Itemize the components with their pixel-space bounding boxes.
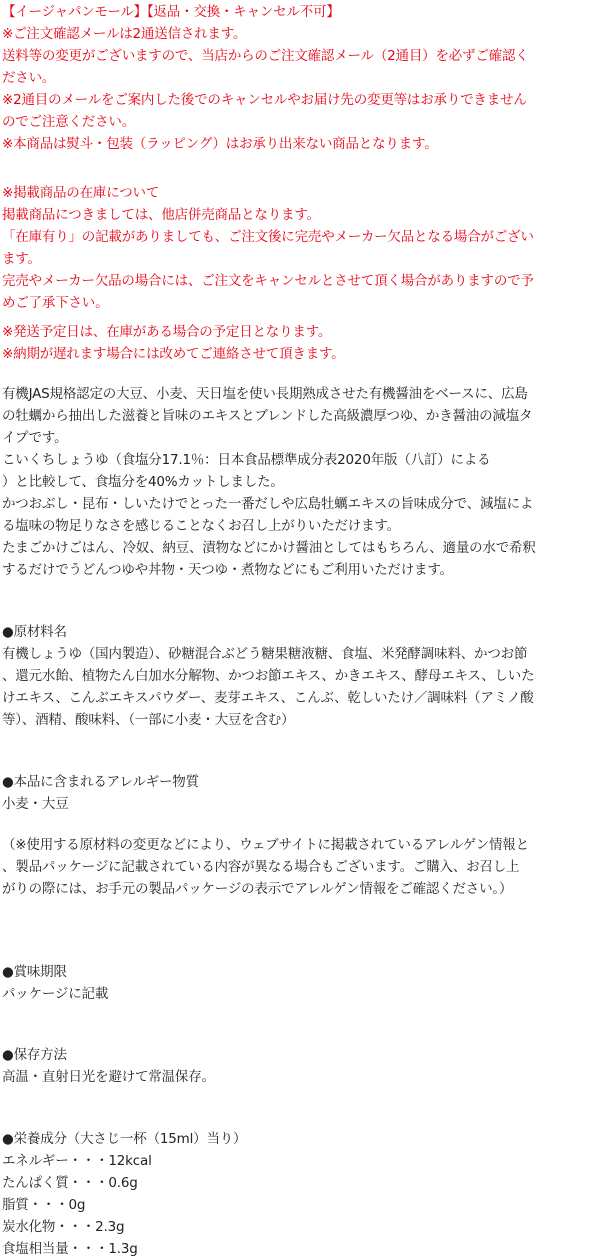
nutrition-line: 炭水化物・・・2.3g <box>2 1219 125 1235</box>
nutrition-line: エネルギー・・・12kcal <box>2 1153 152 1169</box>
description-line: ）と比較して、食塩分を40%カットしました。 <box>2 474 284 490</box>
allergens-note-line: （※使用する原材料の変更などにより、ウェブサイトに掲載されているアレルゲン情報と <box>2 837 529 853</box>
notice-line: ※本商品は熨斗・包装（ラッピング）はお承り出来ない商品となります。 <box>2 136 438 152</box>
storage-heading: ●保存方法 <box>2 1047 67 1063</box>
ingredients-heading: ●原材料名 <box>2 624 67 640</box>
nutrition-line: 脂質・・・0g <box>2 1197 86 1213</box>
nutrition-line: たんぱく質・・・0.6g <box>2 1175 138 1191</box>
allergens-heading: ●本品に含まれるアレルギー物質 <box>2 774 199 790</box>
description-line: る塩味の物足りなさを感じることなくお召し上がりいただけます。 <box>2 518 400 534</box>
notice-line: 【イージャパンモール】【返品・交換・キャンセル不可】 <box>2 4 340 20</box>
stock-notice-line: ※掲載商品の在庫について <box>2 185 160 201</box>
nutrition-line: 食塩相当量・・・1.3g <box>2 1241 138 1257</box>
expiry-heading: ●賞味期限 <box>2 964 67 980</box>
notice-line: 送料等の変更がございますので、当店からのご注文確認メール（2通目）を必ずご確認く <box>2 48 529 64</box>
shipping-notice-line: ※発送予定日は、在庫がある場合の予定日となります。 <box>2 324 332 340</box>
description-line: イプです。 <box>2 430 68 446</box>
description-line: するだけでうどんつゆや丼物・天つゆ・煮物などにもご利用いただけます。 <box>2 562 453 578</box>
stock-notice-line: めご了承下さい。 <box>2 295 109 311</box>
storage-value: 高温・直射日光を避けて常温保存。 <box>2 1069 215 1085</box>
nutrition-heading: ●栄養成分（大さじ一杯（15ml）当り） <box>2 1131 247 1147</box>
allergens-note-line: がりの際には、お手元の製品パッケージの表示でアレルゲン情報をご確認ください。） <box>2 881 513 897</box>
ingredients-line: 等）、酒精、酸味料、（一部に小麦・大豆を含む） <box>2 712 295 728</box>
allergens-note-line: 、製品パッケージに記載されている内容が異なる場合もございます。ご購入、お召し上 <box>2 859 520 875</box>
description-line: の牡蠣から抽出した滋養と旨味のエキスとブレンドした高級濃厚つゆ、かき醤油の減塩タ <box>2 408 533 424</box>
stock-notice-line: 掲載商品につきましては、他店併売商品となります。 <box>2 207 320 223</box>
notice-line: ※2通目のメールをご案内した後でのキャンセルやお届け先の変更等はお承りできません <box>2 92 527 108</box>
notice-line: ※ご注文確認メールは2通送信されます。 <box>2 26 247 42</box>
ingredients-line: 有機しょうゆ（国内製造）、砂糖混合ぶどう糖果糖液糖、食塩、米発酵調味料、かつお節 <box>2 646 528 662</box>
shipping-notice-line: ※納期が遅れます場合には改めてご連絡させて頂きます。 <box>2 346 345 362</box>
ingredients-line: けエキス、こんぶエキスパウダー、麦芽エキス、こんぶ、乾しいたけ／調味料（アミノ酸 <box>2 690 534 706</box>
description-line: たまごかけごはん、冷奴、納豆、漬物などにかけ醤油としてはもちろん、適量の水で希釈 <box>2 540 536 556</box>
stock-notice-line: 完売やメーカー欠品の場合には、ご注文をキャンセルとさせて頂く場合がありますので予 <box>2 273 534 289</box>
expiry-value: パッケージに記載 <box>2 986 109 1002</box>
stock-notice-line: ます。 <box>2 251 41 267</box>
description-line: こいくちしょうゆ（食塩分17.1％：日本食品標準成分表2020年版（八訂）による <box>2 452 491 468</box>
notice-line: ださい。 <box>2 70 56 86</box>
allergens-value: 小麦・大豆 <box>2 796 69 812</box>
ingredients-line: 、還元水飴、植物たん白加水分解物、かつお節エキス、かきエキス、酵母エキス、しいた <box>2 668 535 684</box>
notice-line: のでご注意ください。 <box>2 114 135 130</box>
description-line: 有機JAS規格認定の大豆、小麦、天日塩を使い長期熟成させた有機醤油をベースに、広島 <box>2 386 528 402</box>
stock-notice-line: 「在庫有り」の記載がありましても、ご注文後に完売やメーカー欠品となる場合がござい <box>2 229 534 245</box>
description-line: かつおぶし・昆布・しいたけでとった一番だしや広島牡蠣エキスの旨味成分で、減塩によ <box>2 496 534 512</box>
